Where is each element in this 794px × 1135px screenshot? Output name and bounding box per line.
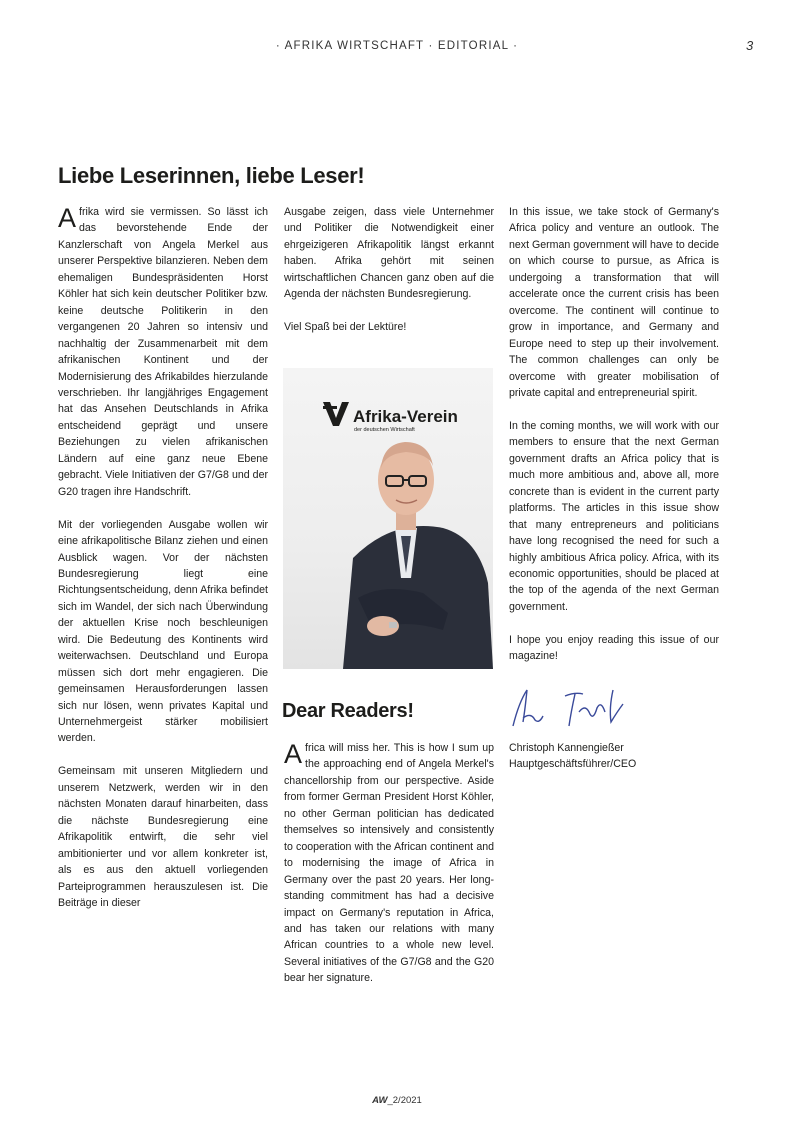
- page-footer: [0, 1095, 794, 1106]
- page-number: 3: [746, 38, 754, 53]
- english-paragraph-4: I hope you enjoy reading this issue of our magazine!: [509, 633, 719, 663]
- signatory-block: [509, 740, 636, 773]
- signatory-name: Christoph Kannengießer: [509, 742, 624, 754]
- afrika-verein-logo: [323, 402, 458, 433]
- english-paragraph-1: Africa will miss her. This is how I sum up the approaching end of Angela Merkel's chancellorship from our perspective. Aside from former German President Horst Köhler, no other German politician has dedicated themselves so intensively and consistently to cooperation with the African continent and to modernising the image of Africa in Germany over the past 20 years. Her long-standing commitment has had a decisive impact on Germany's reputation in Africa, and has taken our relations with many African countries to a whole new level. Several initiatives of the G7/G8 and the G20 bear her signature.: [284, 739, 494, 985]
- german-dropcap: A: [58, 203, 77, 233]
- german-paragraph-2: Mit der vorliegenden Ausgabe wollen wir eine afrikapolitische Bilanz ziehen und einen Ausblick wagen. Vor der nächsten Bundesregierung liegt eine Richtungsentscheidung, denn Afrika befindet sich im Wandel, der sich nach Überwindung der aktuellen Krise noch beschleunigen wird. Die Bedeutung des Kontinents wird weiterwachsen. Deutschland und Europa müssen sich dort mehr engagieren. Die gemeinsamen Herausforderungen lassen sich nur lösen, wenn privates Kapital und Unternehmergeist stärker mobilisiert werden.: [58, 518, 268, 745]
- english-title: Dear Readers!: [282, 700, 414, 722]
- author-portrait: [283, 368, 493, 669]
- german-paragraph-4: Ausgabe zeigen, dass viele Unternehmer und Politiker die Notwendigkeit einer ehrgeizigeren Afrikapolitik längst erkannt haben. Afrika gehört mit seinen wirtschaftlichen Chancen ganz oben auf die Agenda der nächsten Bundesregierung.: [284, 206, 494, 301]
- english-dropcap: A: [284, 739, 303, 769]
- english-paragraph-3: In the coming months, we will work with our members to ensure that the next German government drafts an Africa policy that is much more ambitious and, above all, more concrete than is evident in the current party platforms. The articles in this issue show that many entrepreneurs and politicians have long recognised the need for such a highly ambitious Africa policy. Africa, with its economic opportunities, should be placed at the top of the agenda of the next German government.: [509, 419, 719, 613]
- english-column-2: [509, 204, 719, 681]
- handwritten-signature: [509, 682, 629, 732]
- german-paragraph-1: Afrika wird sie vermissen. So lässt ich das bevorstehende Ende der Kanzlerschaft von Angela Merkel aus unserer Perspektive bilanzieren. Neben dem ehemaligen Bundespräsidenten Horst Köhler hat sich kein deutscher Politiker bzw. keine deutsche Politikerin in den vergangenen 20 Jahren so intensiv und nachhaltig der Zusammenarbeit mit dem afrikanischen Kontinent und der Modernisierung des Afrikabildes hierzulande verschrieben. Ihr langjähriges Engagement hat das Ansehen Deutschlands in Afrika entscheidend geprägt und unsere Beziehungen zu vielen afrikanischen Ländern auf eine ganz neue Ebene gebracht. Viele Initiativen der G7/G8 und der G20 tragen ihre Handschrift.: [58, 203, 268, 498]
- portrait-illustration: [283, 368, 493, 669]
- signatory-title: Hauptgeschäftsführer/CEO: [509, 758, 637, 771]
- english-column-1: [284, 740, 494, 1003]
- german-paragraph-5: Viel Spaß bei der Lektüre!: [284, 321, 407, 334]
- german-paragraph-3: Gemeinsam mit unseren Mitgliedern und unserem Netzwerk, werden wir in den nächsten Monaten darauf hinarbeiten, dass die nächste Bundesregierung eine Afrikapolitik entwirft, die sehr viel ambitionierter und vor allem konkreter ist, als es aus den aktuell vorliegenden Parteiprogrammen herauszulesen ist. Die Beiträge in dieser: [58, 765, 268, 909]
- footer-brand: AW: [372, 1095, 388, 1106]
- german-title: Liebe Leserinnen, liebe Leser!: [58, 163, 365, 188]
- logo-subtext: der deutschen Wirtschaft: [354, 427, 415, 433]
- english-paragraph-2: In this issue, we take stock of Germany's Africa policy and venture an outlook. The next German government will have to decide on which course to pursue, as Africa is undergoing a transformation that will accelerate once the current crisis has been overcome. The continent will continue to grow in importance, and Germany and Europe need to step up their involvement. The common challenges can only be overcome with greater mobilisation of private capital and entrepreneurial spirit.: [509, 206, 719, 399]
- german-column-2: [284, 204, 494, 352]
- running-header: · AFRIKA WIRTSCHAFT · EDITORIAL ·: [275, 40, 519, 52]
- german-column-1: [58, 204, 268, 928]
- footer-issue: _2/2021: [387, 1095, 422, 1106]
- logo-text: Afrika-Verein: [353, 407, 458, 426]
